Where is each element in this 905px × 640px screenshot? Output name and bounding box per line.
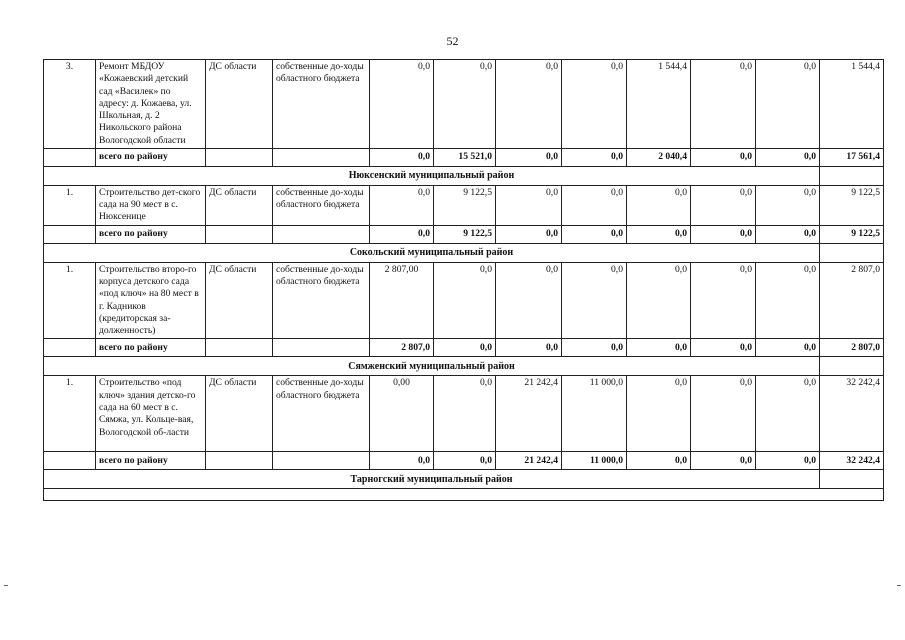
value-cell: 0,0 (691, 262, 756, 339)
value-cell: 0,0 (627, 262, 691, 339)
value-cell: 9 122,5 (434, 185, 496, 225)
total-empty-cell (273, 339, 370, 357)
total-value-cell: 0,0 (496, 148, 562, 166)
value-cell: 0,0 (756, 262, 820, 339)
row-number: 3. (44, 60, 96, 149)
total-empty-cell (206, 225, 273, 243)
project-name: Строительство второ-го корпуса детского сада «под ключ» на 80 мест в г. Кадников (кредиторская за-долженность) (96, 262, 206, 339)
customer: ДС области (206, 185, 273, 225)
total-value-cell: 0,0 (434, 339, 496, 357)
total-value-cell: 9 122,5 (434, 225, 496, 243)
district-header-extra-cell (820, 357, 884, 376)
total-value-cell: 11 000,0 (562, 452, 627, 470)
total-value-cell: 0,0 (562, 225, 627, 243)
value-cell: 0,0 (627, 376, 691, 452)
district-header-row (44, 243, 884, 262)
total-value-cell: 0,0 (756, 452, 820, 470)
value-cell: 0,0 (496, 262, 562, 339)
total-empty-cell (44, 225, 96, 243)
district-header-extra-cell (820, 243, 884, 262)
scan-mark-left (4, 585, 8, 586)
district-total-row (44, 452, 884, 470)
total-value-cell: 0,0 (691, 339, 756, 357)
value-cell: 0,0 (434, 60, 496, 149)
total-empty-cell (273, 148, 370, 166)
total-value-cell: 0,0 (434, 452, 496, 470)
row-number: 1. (44, 262, 96, 339)
project-name: Строительство дет-ского сада на 90 мест в с. Нюксенице (96, 185, 206, 225)
total-empty-cell (44, 339, 96, 357)
project-row (44, 262, 884, 339)
district-header-extra-cell (820, 166, 884, 185)
page-number: 52 (446, 34, 459, 48)
total-label: всего по району (96, 452, 206, 470)
total-value-cell: 17 561,4 (820, 148, 884, 166)
total-value-cell: 0,0 (691, 148, 756, 166)
total-value-cell: 2 040,4 (627, 148, 691, 166)
value-cell: 9 122,5 (820, 185, 884, 225)
funding-source: собственные до-ходы областного бюджета (273, 376, 370, 452)
budget-table (43, 59, 884, 501)
total-empty-cell (206, 452, 273, 470)
total-value-cell: 0,0 (756, 339, 820, 357)
total-empty-cell (206, 148, 273, 166)
value-cell: 0,0 (562, 60, 627, 149)
district-name: Нюксенский муниципальный район (44, 166, 820, 185)
total-value-cell: 9 122,5 (820, 225, 884, 243)
value-cell: 0,0 (627, 185, 691, 225)
scan-mark-right (897, 585, 901, 586)
value-cell: 1 544,4 (627, 60, 691, 149)
value-cell: 2 807,00 (370, 262, 434, 339)
customer: ДС области (206, 376, 273, 452)
total-value-cell: 0,0 (627, 339, 691, 357)
value-cell: 0,0 (691, 376, 756, 452)
value-cell: 32 242,4 (820, 376, 884, 452)
district-total-row (44, 225, 884, 243)
value-cell: 1 544,4 (820, 60, 884, 149)
total-empty-cell (206, 339, 273, 357)
total-value-cell: 32 242,4 (820, 452, 884, 470)
total-empty-cell (273, 452, 370, 470)
value-cell: 0,00 (370, 376, 434, 452)
total-value-cell: 0,0 (691, 225, 756, 243)
total-value-cell: 0,0 (496, 339, 562, 357)
total-label: всего по району (96, 148, 206, 166)
value-cell: 0,0 (434, 376, 496, 452)
district-name: Сямженский муниципальный район (44, 357, 820, 376)
blank-row (44, 489, 884, 501)
district-total-row (44, 339, 884, 357)
total-value-cell: 0,0 (370, 225, 434, 243)
project-row (44, 185, 884, 225)
value-cell: 0,0 (756, 376, 820, 452)
total-empty-cell (44, 148, 96, 166)
total-value-cell: 0,0 (370, 148, 434, 166)
total-value-cell: 21 242,4 (496, 452, 562, 470)
total-value-cell: 15 521,0 (434, 148, 496, 166)
total-empty-cell (273, 225, 370, 243)
total-value-cell: 2 807,0 (820, 339, 884, 357)
value-cell: 2 807,0 (820, 262, 884, 339)
funding-source: собственные до-ходы областного бюджета (273, 262, 370, 339)
value-cell: 0,0 (496, 185, 562, 225)
total-value-cell: 2 807,0 (370, 339, 434, 357)
total-value-cell: 0,0 (496, 225, 562, 243)
value-cell: 0,0 (562, 185, 627, 225)
project-row (44, 376, 884, 452)
project-name: Строительство «под ключ» здания детско-го сада на 60 мест в с. Сямжа, ул. Кольце-вая, Вологодской об-ласти (96, 376, 206, 452)
district-header-extra-cell (820, 470, 884, 489)
value-cell: 11 000,0 (562, 376, 627, 452)
total-value-cell: 0,0 (756, 148, 820, 166)
value-cell: 0,0 (756, 185, 820, 225)
funding-source: собственные до-ходы областного бюджета (273, 60, 370, 149)
project-name: Ремонт МБДОУ «Кожаевский детский сад «Василек» по адресу: д. Кожаева, ул. Школьная, д. 2 Никольского района Вологодской области (96, 60, 206, 149)
total-value-cell: 0,0 (562, 148, 627, 166)
value-cell: 0,0 (756, 60, 820, 149)
row-number: 1. (44, 185, 96, 225)
value-cell: 0,0 (691, 60, 756, 149)
total-value-cell: 0,0 (691, 452, 756, 470)
district-name: Тарногский муниципальный район (44, 470, 820, 489)
row-number: 1. (44, 376, 96, 452)
total-empty-cell (44, 452, 96, 470)
total-value-cell: 0,0 (627, 452, 691, 470)
total-value-cell: 0,0 (627, 225, 691, 243)
customer: ДС области (206, 262, 273, 339)
value-cell: 0,0 (496, 60, 562, 149)
value-cell: 0,0 (370, 60, 434, 149)
value-cell: 0,0 (562, 262, 627, 339)
district-header-row (44, 166, 884, 185)
district-header-row (44, 357, 884, 376)
total-value-cell: 0,0 (370, 452, 434, 470)
funding-source: собственные до-ходы областного бюджета (273, 185, 370, 225)
total-label: всего по району (96, 339, 206, 357)
blank-cell (44, 489, 884, 501)
value-cell: 21 242,4 (496, 376, 562, 452)
total-label: всего по району (96, 225, 206, 243)
district-header-row (44, 470, 884, 489)
district-total-row (44, 148, 884, 166)
customer: ДС области (206, 60, 273, 149)
total-value-cell: 0,0 (562, 339, 627, 357)
project-row (44, 60, 884, 149)
value-cell: 0,0 (434, 262, 496, 339)
district-name: Сокольский муниципальный район (44, 243, 820, 262)
value-cell: 0,0 (691, 185, 756, 225)
total-value-cell: 0,0 (756, 225, 820, 243)
value-cell: 0,0 (370, 185, 434, 225)
